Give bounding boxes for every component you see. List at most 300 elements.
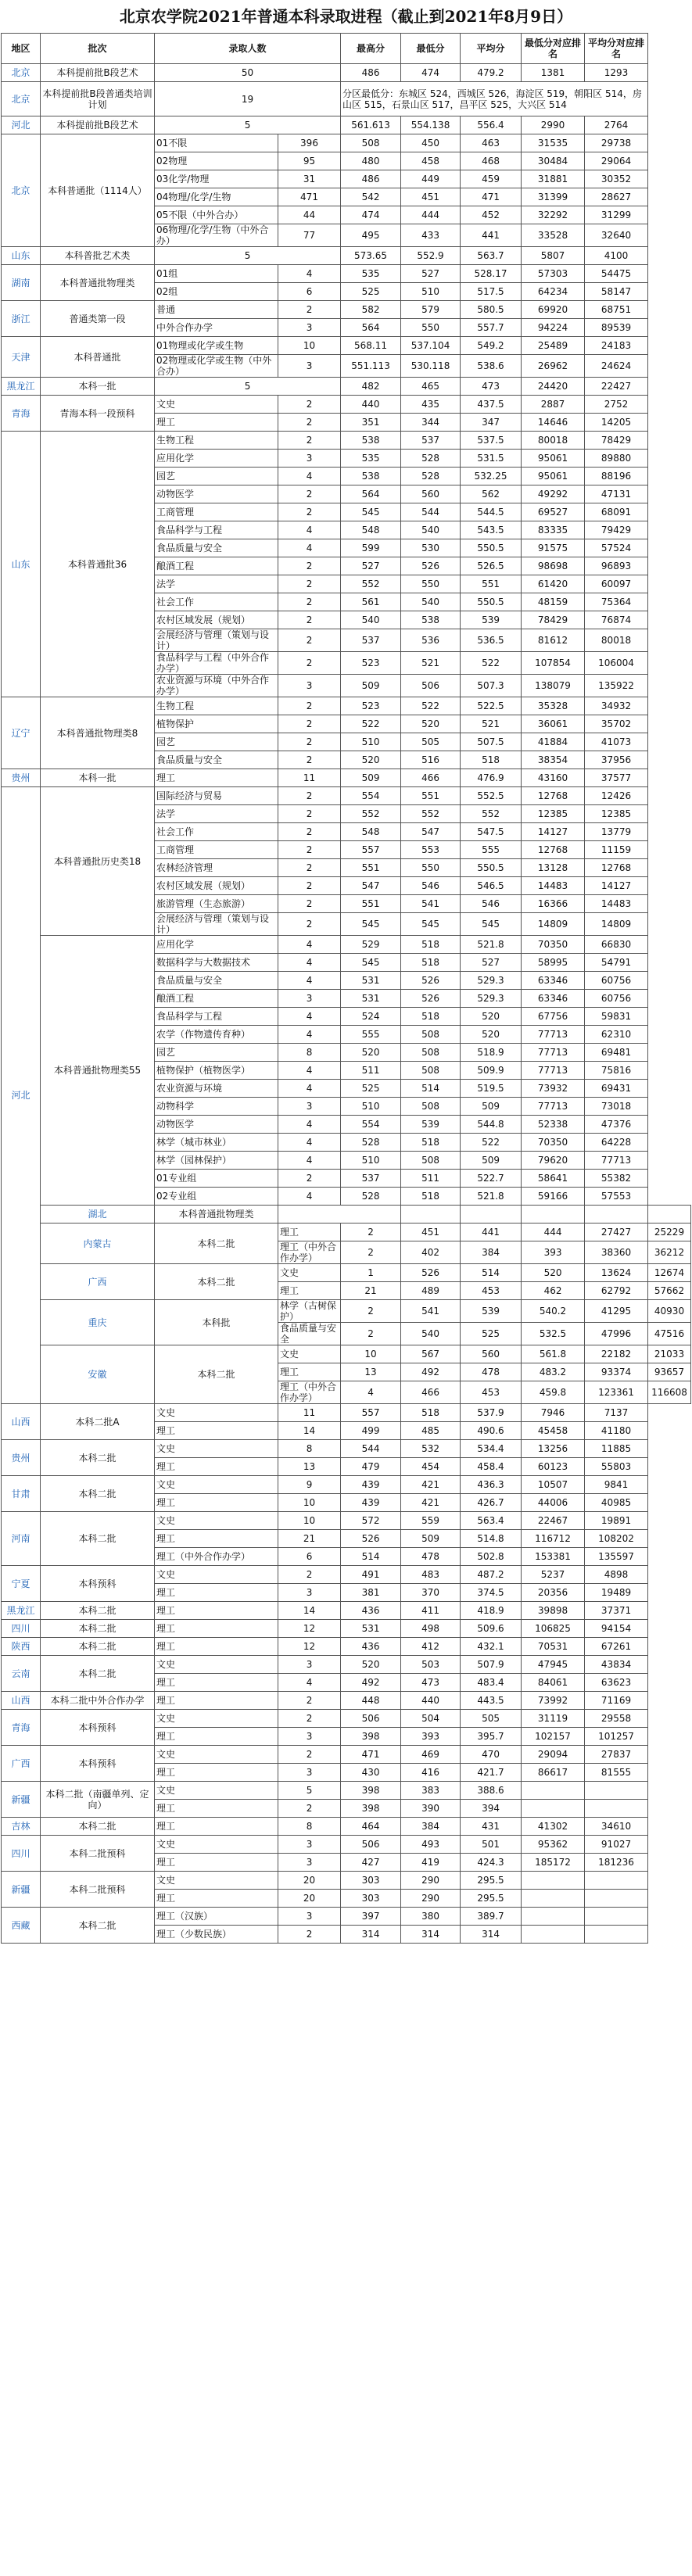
cell-avg-rank: 28627 [585,188,648,206]
cell-avg-rank: 116608 [648,1381,691,1404]
cell-max: 480 [341,152,401,170]
cell-major: 理工 [155,1764,278,1782]
cell-batch: 本科二批 [155,1224,278,1264]
cell-avg: 507.9 [461,1656,522,1674]
table-row [2,1602,691,1620]
cell-avg-rank: 12768 [585,859,648,877]
cell-min: 380 [401,1908,461,1926]
cell-min: 383 [401,1782,461,1800]
cell-max: 564 [341,485,401,503]
cell-major: 社会工作 [155,593,278,611]
cell-avg: 436.3 [461,1476,522,1494]
table-row [2,1345,691,1363]
cell-max: 545 [341,913,401,936]
cell-avg: 394 [461,1800,522,1818]
cell-avg-rank: 64228 [585,1134,648,1152]
cell-min-rank: 41295 [585,1300,648,1323]
cell-min-rank [522,1908,585,1926]
cell-min-rank: 26962 [522,355,585,378]
cell-admitted: 3 [278,319,341,337]
cell-min: 526 [401,557,461,575]
cell-min-rank: 84061 [522,1674,585,1692]
cell-avg: 532.5 [522,1323,585,1345]
cell-max: 511 [341,1062,401,1080]
cell-batch: 本科普通批历史类18 [41,787,155,936]
cell-max: 506 [341,1836,401,1854]
cell-max: 551 [341,895,401,913]
cell-avg: 424.3 [461,1854,522,1872]
cell-admitted: 4 [278,972,341,990]
cell-avg-rank: 25229 [648,1224,691,1241]
cell-avg: 561.8 [522,1345,585,1363]
cell-min: 493 [401,1836,461,1854]
table-row [2,1404,691,1422]
cell-avg: 534.4 [461,1440,522,1458]
cell-avg: 521.8 [461,1188,522,1206]
cell-avg: 543.5 [461,521,522,539]
cell-admitted: 2 [278,301,341,319]
cell-avg: 487.2 [461,1566,522,1584]
cell-avg: 522.5 [461,697,522,715]
cell-max: 492 [341,1674,401,1692]
cell-min-rank: 39898 [522,1602,585,1620]
cell-min-rank: 35328 [522,697,585,715]
cell-major: 农村区域发展（规划） [155,611,278,629]
cell-min-rank: 79620 [522,1152,585,1170]
cell-min-rank: 31119 [522,1710,585,1728]
cell-min [461,1206,522,1224]
cell-max: 535 [341,265,401,283]
cell-major: 动物医学 [155,1116,278,1134]
cell-min: 485 [401,1422,461,1440]
cell-min-rank: 63346 [522,990,585,1008]
cell-batch: 本科二批 [41,1476,155,1512]
cell-admitted: 2 [278,1710,341,1728]
cell-batch: 本科二批中外合作办学 [41,1692,155,1710]
cell-min-rank: 69527 [522,503,585,521]
cell-avg: 507.5 [461,733,522,751]
cell-avg: 550.5 [461,859,522,877]
cell-min: 522 [401,697,461,715]
cell-avg: 519.5 [461,1080,522,1098]
cell-major: 林学（城市林业） [155,1134,278,1152]
cell-min: 449 [401,170,461,188]
cell-min-rank: 47996 [585,1323,648,1345]
cell-max: 303 [341,1890,401,1908]
cell-avg: 552.5 [461,787,522,805]
cell-min-rank: 91575 [522,539,585,557]
cell-avg-rank: 57662 [648,1282,691,1300]
cell-avg: 431 [461,1818,522,1836]
cell-avg-rank: 36212 [648,1241,691,1264]
cell-min: 504 [401,1710,461,1728]
cell-max: 572 [341,1512,401,1530]
cell-avg: 557.7 [461,319,522,337]
cell-avg-rank: 2752 [585,396,648,414]
cell-admitted: 4 [278,468,341,485]
table-row [2,1710,691,1728]
cell-avg: 490.6 [461,1422,522,1440]
cell-max: 402 [401,1241,461,1264]
cell-avg-rank: 14809 [585,913,648,936]
cell-major: 理工 [155,1800,278,1818]
cell-avg: 520 [461,1026,522,1044]
cell-batch: 本科一批 [41,769,155,787]
cell-avg-rank: 75364 [585,593,648,611]
cell-region: 山东 [2,432,41,697]
cell-batch: 本科二批 [155,1264,278,1300]
cell-min-rank: 12768 [522,787,585,805]
cell-major: 会展经济与管理（策划与设计） [155,913,278,936]
table-body [2,64,691,1944]
cell-max: 540 [341,611,401,629]
cell-admitted: 5 [155,247,341,265]
cell-major: 文史 [155,1440,278,1458]
cell-min-rank: 63346 [522,972,585,990]
cell-max: 492 [401,1363,461,1381]
cell-max: 567 [401,1345,461,1363]
header-batch: 批次 [41,34,155,64]
cell-major: 文史 [155,1710,278,1728]
cell-avg: 426.7 [461,1494,522,1512]
cell-min-rank [522,1800,585,1818]
cell-avg-rank: 76874 [585,611,648,629]
cell-min-rank: 102157 [522,1728,585,1746]
cell-min-rank: 64234 [522,283,585,301]
cell-major: 理工 [155,1584,278,1602]
cell-max [401,1206,461,1224]
cell-major: 植物保护 [155,715,278,733]
cell-major: 03化学/物理 [155,170,278,188]
cell-major: 文史 [155,1836,278,1854]
cell-min: 465 [401,378,461,396]
cell-major: 理工 [278,1224,341,1241]
cell-major: 理工（中外合作办学） [278,1381,341,1404]
cell-admitted: 21 [278,1530,341,1548]
cell-avg-rank: 78429 [585,432,648,450]
cell-major: 理工（少数民族） [155,1926,278,1944]
cell-region: 北京 [2,64,41,82]
cell-avg: 509.6 [461,1620,522,1638]
cell-avg-rank [585,1908,648,1926]
cell-region: 黑龙江 [2,1602,41,1620]
cell-avg-rank: 57553 [585,1188,648,1206]
cell-max: 522 [341,715,401,733]
cell-min-rank: 20356 [522,1584,585,1602]
cell-min: 546 [401,877,461,895]
cell-min-rank: 58641 [522,1170,585,1188]
cell-batch: 本科二批 [41,1440,155,1476]
cell-admitted: 2 [278,1746,341,1764]
cell-avg-rank: 34932 [585,697,648,715]
cell-max: 436 [341,1602,401,1620]
cell-avg: 544.5 [461,503,522,521]
cell-batch: 本科普通批物理类8 [41,697,155,769]
cell-min: 416 [401,1764,461,1782]
cell-avg-rank: 29738 [585,134,648,152]
cell-min-rank: 95061 [522,468,585,485]
cell-max: 582 [341,301,401,319]
cell-region: 内蒙古 [41,1224,155,1264]
cell-admitted: 4 [278,1062,341,1080]
cell-avg-rank: 43834 [585,1656,648,1674]
header-max: 最高分 [341,34,401,64]
cell-batch: 本科二批 [41,1818,155,1836]
cell-min: 550 [401,575,461,593]
cell-avg: 479.2 [461,64,522,82]
cell-major: 酿酒工程 [155,557,278,575]
cell-major: 食品科学与工程 [155,521,278,539]
cell-avg-rank: 37956 [585,751,648,769]
cell-major: 理工 [155,1458,278,1476]
cell-avg: 520 [461,1008,522,1026]
cell-admitted: 4 [278,521,341,539]
cell-max: 427 [341,1854,401,1872]
cell-min: 390 [401,1800,461,1818]
cell-major: 食品科学与工程（中外合作办学） [155,652,278,675]
cell-min-rank: 22467 [522,1512,585,1530]
cell-avg: 529.3 [461,990,522,1008]
cell-min: 483 [401,1566,461,1584]
cell-avg: 509.9 [461,1062,522,1080]
cell-avg-rank: 55382 [585,1170,648,1188]
cell-admitted: 4 [278,1080,341,1098]
cell-min-rank: 7946 [522,1404,585,1422]
cell-admitted: 4 [278,1152,341,1170]
cell-min-rank: 185172 [522,1854,585,1872]
cell-max: 538 [341,432,401,450]
cell-admitted: 2 [278,593,341,611]
cell-admitted: 5 [155,378,341,396]
cell-region: 山东 [2,247,41,265]
cell-min-rank: 29094 [522,1746,585,1764]
cell-min-rank: 60123 [522,1458,585,1476]
cell-min-rank [522,1926,585,1944]
cell-admitted: 12 [278,1638,341,1656]
cell-major: 01不限 [155,134,278,152]
cell-avg: 547.5 [461,823,522,841]
table-row [2,1782,691,1800]
cell-major: 02组 [155,283,278,301]
cell-min-rank: 70350 [522,1134,585,1152]
cell-min: 458 [401,152,461,170]
cell-max: 561.613 [341,116,401,134]
cell-avg-rank: 60756 [585,990,648,1008]
cell-admitted: 95 [278,152,341,170]
cell-avg-rank: 21033 [648,1345,691,1363]
cell-avg-rank: 19489 [585,1584,648,1602]
table-row [2,1264,691,1282]
cell-max: 520 [341,1656,401,1674]
cell-admitted: 10 [278,337,341,355]
cell-avg-rank: 40930 [648,1300,691,1323]
cell-admitted: 2 [278,652,341,675]
cell-admitted: 2 [341,1300,401,1323]
cell-avg: 483.4 [461,1674,522,1692]
cell-max: 495 [341,224,401,247]
cell-region: 山西 [2,1404,41,1440]
cell-min: 550 [401,859,461,877]
cell-admitted: 3 [278,1764,341,1782]
cell-major: 02物理 [155,152,278,170]
cell-avg-rank: 7137 [585,1404,648,1422]
cell-admitted: 11 [278,769,341,787]
cell-min: 530 [401,539,461,557]
cell-min-rank: 77713 [522,1062,585,1080]
cell-avg-rank [585,1800,648,1818]
cell-min-rank: 95061 [522,450,585,468]
cell-min-rank: 31881 [522,170,585,188]
cell-min: 478 [461,1363,522,1381]
table-row [2,1440,691,1458]
cell-avg: 395.7 [461,1728,522,1746]
cell-avg-rank: 55803 [585,1458,648,1476]
cell-min: 547 [401,823,461,841]
cell-avg-rank [648,1206,691,1224]
cell-min: 506 [401,675,461,697]
cell-avg: 471 [461,188,522,206]
table-row [2,378,691,396]
cell-avg-rank [585,1872,648,1890]
cell-max: 528 [341,1188,401,1206]
cell-batch: 本科二批 [41,1512,155,1566]
cell-avg-rank: 14483 [585,895,648,913]
cell-min-rank: 67756 [522,1008,585,1026]
cell-region: 陕西 [2,1638,41,1656]
cell-max: 491 [341,1566,401,1584]
cell-min-rank: 24420 [522,378,585,396]
cell-min-rank: 78429 [522,611,585,629]
cell-max: 520 [341,1044,401,1062]
cell-avg: 545 [461,913,522,936]
cell-avg: 295.5 [461,1872,522,1890]
cell-max: 314 [341,1926,401,1944]
cell-avg: 546 [461,895,522,913]
cell-major: 园艺 [155,1044,278,1062]
cell-min-rank: 36061 [522,715,585,733]
cell-major: 文史 [155,1512,278,1530]
cell-avg-rank: 1293 [585,64,648,82]
cell-major: 理工 [155,1674,278,1692]
cell-admitted: 2 [341,1323,401,1345]
cell-major: 林学（园林保护） [155,1152,278,1170]
cell-batch: 普通类第一段 [41,301,155,337]
cell-min-rank: 69920 [522,301,585,319]
cell-admitted: 4 [278,1134,341,1152]
cell-min: 554.138 [401,116,461,134]
cell-min-rank: 5807 [522,247,585,265]
cell-min-rank: 1381 [522,64,585,82]
cell-avg-rank: 4898 [585,1566,648,1584]
cell-avg-rank: 62310 [585,1026,648,1044]
cell-min: 450 [401,134,461,152]
cell-min: 466 [401,769,461,787]
table-row [2,1476,691,1494]
cell-batch: 本科普批艺术类 [41,247,155,265]
cell-region: 吉林 [2,1818,41,1836]
cell-avg: 556.4 [461,116,522,134]
cell-min: 290 [401,1872,461,1890]
header-region: 地区 [2,34,41,64]
cell-min: 435 [401,396,461,414]
cell-major: 法学 [155,575,278,593]
admission-table [1,33,691,1944]
table-row [2,64,691,82]
cell-avg: 527 [461,954,522,972]
cell-admitted: 2 [278,913,341,936]
cell-admitted: 4 [278,265,341,283]
cell-avg: 507.3 [461,675,522,697]
cell-major: 中外合作办学 [155,319,278,337]
cell-min: 508 [401,1026,461,1044]
cell-avg: 540.2 [522,1300,585,1323]
cell-avg: 539 [461,611,522,629]
cell-avg-rank: 69431 [585,1080,648,1098]
cell-region: 宁夏 [2,1566,41,1602]
cell-max: 381 [341,1584,401,1602]
cell-min-rank: 31399 [522,188,585,206]
cell-admitted: 1 [341,1264,401,1282]
cell-min: 539 [401,1116,461,1134]
cell-min: 508 [401,1062,461,1080]
cell-max: 557 [341,1404,401,1422]
cell-major: 法学 [155,805,278,823]
cell-max: 440 [341,396,401,414]
cell-admitted: 2 [278,841,341,859]
cell-max: 430 [341,1764,401,1782]
table-row [2,1620,691,1638]
cell-max: 547 [341,877,401,895]
cell-major: 文史 [155,1872,278,1890]
cell-min: 511 [401,1170,461,1188]
cell-avg-rank: 68091 [585,503,648,521]
cell-admitted: 4 [278,1674,341,1692]
cell-major: 理工 [278,1282,341,1300]
cell-max: 531 [341,972,401,990]
cell-region: 甘肃 [2,1476,41,1512]
cell-avg-rank: 24624 [585,355,648,378]
cell-min: 552 [401,805,461,823]
cell-major: 理工 [155,769,278,787]
table-row [2,337,691,355]
cell-avg: 532.25 [461,468,522,485]
cell-admitted: 2 [278,805,341,823]
cell-avg-rank: 12385 [585,805,648,823]
cell-region: 浙江 [2,301,41,337]
cell-min: 508 [401,1044,461,1062]
table-row [2,1206,691,1224]
cell-avg-rank: 91027 [585,1836,648,1854]
cell-admitted: 2 [278,1926,341,1944]
cell-avg-rank: 60756 [585,972,648,990]
cell-min: 421 [401,1476,461,1494]
cell-admitted: 5 [155,116,341,134]
cell-avg-rank: 73018 [585,1098,648,1116]
cell-min-rank: 5237 [522,1566,585,1584]
cell-min: 451 [401,188,461,206]
cell-min: 411 [401,1602,461,1620]
cell-min-rank: 70531 [522,1638,585,1656]
cell-admitted: 20 [278,1872,341,1890]
cell-admitted: 4 [278,1008,341,1026]
cell-admitted: 2 [278,733,341,751]
cell-max: 541 [401,1300,461,1323]
cell-max: 568.11 [341,337,401,355]
cell-region: 四川 [2,1836,41,1872]
cell-min-rank: 153381 [522,1548,585,1566]
cell-avg: 462 [522,1282,585,1300]
cell-min: 553 [401,841,461,859]
